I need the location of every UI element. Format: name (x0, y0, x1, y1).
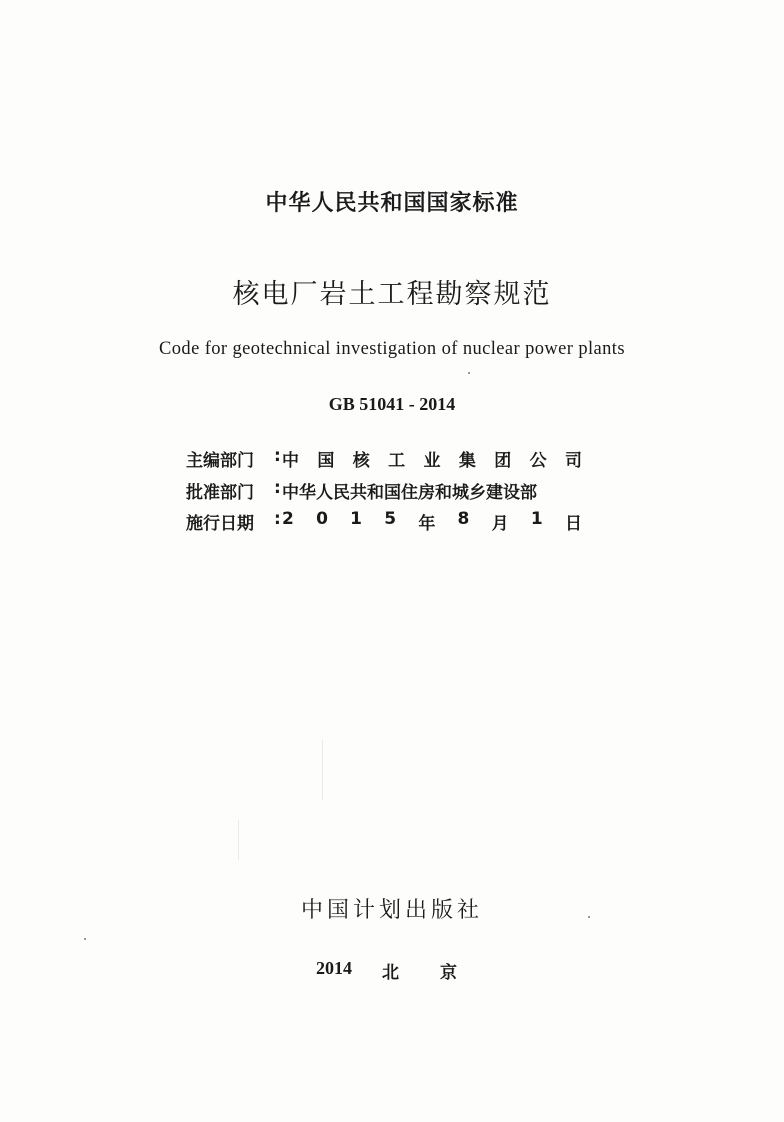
date-char: 1 (350, 509, 362, 529)
date-char: 月 (491, 514, 509, 534)
approver-separator: : (274, 478, 281, 498)
editor-char: 核 (352, 451, 370, 471)
editor-separator: : (274, 446, 281, 466)
date-char: 2 (282, 509, 294, 529)
date-char: 0 (316, 509, 328, 529)
editor-label: 主编部门 (186, 451, 254, 471)
editor-char: 国 (317, 451, 335, 471)
scan-streak (322, 740, 323, 800)
editor-char: 公 (529, 451, 547, 471)
date-char: 1 (530, 509, 543, 529)
effective-date-separator: : (274, 509, 281, 529)
approver-row (186, 478, 586, 504)
editor-char: 中 (282, 451, 299, 471)
publication-year: 2014 (316, 958, 352, 978)
date-char: 5 (384, 509, 397, 529)
title-english: Code for geotechnical investigation of nuclear power plants (159, 339, 625, 359)
editor-char: 司 (565, 451, 582, 471)
title-chinese: 核电厂岩土工程勘察规范 (232, 279, 552, 310)
editor-char: 工 (388, 451, 406, 471)
date-char: 日 (564, 514, 582, 534)
approver-label: 批准部门 (186, 483, 254, 503)
editor-char: 业 (423, 451, 441, 471)
scan-streak (238, 820, 239, 860)
publication-city-char: 北 (382, 963, 399, 983)
effective-date-label: 施行日期 (186, 514, 254, 534)
scan-speck (84, 938, 86, 940)
approver-value: 中华人民共和国住房和城乡建设部 (282, 483, 537, 503)
editor-char: 团 (494, 451, 512, 471)
effective-date-value (282, 509, 582, 534)
effective-date-row (186, 509, 586, 535)
editor-row (186, 446, 586, 472)
standard-label: 中华人民共和国国家标准 (265, 191, 519, 216)
date-char: 年 (418, 514, 436, 534)
editor-char: 集 (458, 451, 476, 471)
scan-speck (468, 372, 470, 374)
standard-code: GB 51041 - 2014 (328, 394, 456, 414)
scan-speck (588, 916, 590, 918)
editor-value (282, 446, 582, 471)
date-char: 8 (457, 509, 470, 529)
publisher-name: 中国计划出版社 (300, 898, 483, 923)
publication-city-char: 京 (440, 963, 457, 983)
